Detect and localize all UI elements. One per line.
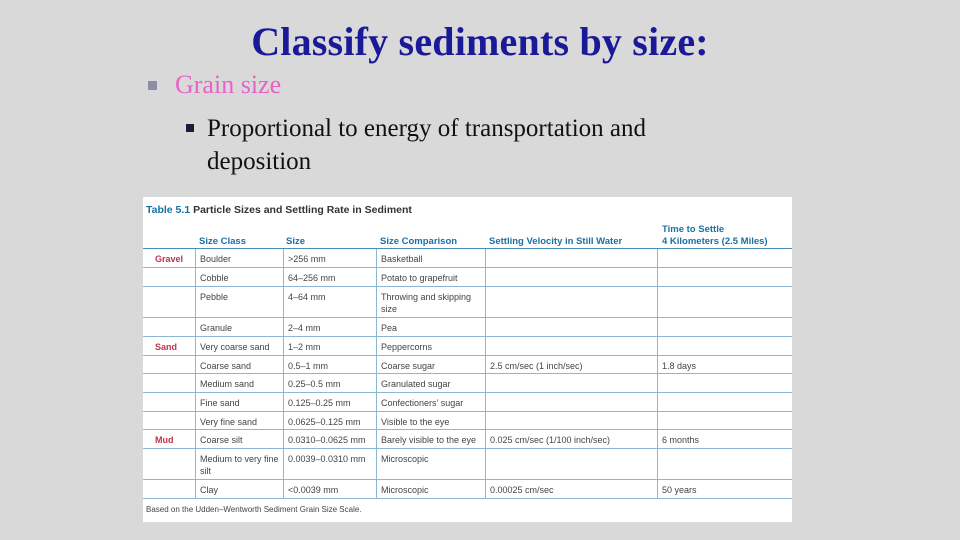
table-row: [143, 393, 792, 412]
header-size-class: Size Class: [199, 236, 246, 247]
cell-settling-velocity: 2.5 cm/sec (1 inch/sec): [485, 356, 657, 373]
header-size: Size: [286, 236, 306, 247]
cell-size-comparison: Coarse sugar: [376, 356, 485, 373]
table-title: [146, 204, 412, 216]
cell-group: [143, 393, 195, 411]
cell-group: [143, 480, 195, 498]
cell-time-to-settle: [657, 249, 792, 267]
cell-size-comparison: Peppercorns: [376, 337, 485, 355]
header-settling-velocity: Settling Velocity in Still Water: [489, 236, 623, 247]
table-footnote: Based on the Udden–Wentworth Sediment Grain Size Scale.: [146, 505, 362, 514]
cell-time-to-settle: [657, 374, 792, 392]
cell-size: >256 mm: [283, 249, 376, 267]
cell-size-comparison: Pea: [376, 318, 485, 336]
cell-size: 0.125–0.25 mm: [283, 393, 376, 411]
cell-size: 0.5–1 mm: [283, 356, 376, 373]
cell-time-to-settle: [657, 393, 792, 411]
cell-settling-velocity: [485, 412, 657, 429]
cell-settling-velocity: [485, 287, 657, 317]
table-row: [143, 374, 792, 393]
cell-size-class: Medium to very fine silt: [195, 449, 283, 479]
cell-time-to-settle: [657, 287, 792, 317]
cell-time-to-settle: [657, 318, 792, 336]
cell-size: 0.0625–0.125 mm: [283, 412, 376, 429]
cell-size-comparison: Throwing and skipping size: [376, 287, 485, 317]
table-number: Table 5.1: [146, 204, 191, 216]
sub-bullet-proportional-text: Proportional to energy of transportation and deposition: [207, 115, 647, 175]
header-time-line2: 4 Kilometers (2.5 Miles): [662, 236, 768, 247]
cell-size-class: Coarse sand: [195, 356, 283, 373]
cell-size-class: Fine sand: [195, 393, 283, 411]
cell-size: <0.0039 mm: [283, 480, 376, 498]
cell-settling-velocity: [485, 393, 657, 411]
table-row: [143, 449, 792, 480]
cell-group: [143, 287, 195, 317]
table-row: [143, 318, 792, 337]
cell-time-to-settle: [657, 449, 792, 479]
table-title-text: Particle Sizes and Settling Rate in Sediment: [193, 204, 412, 216]
cell-size: 1–2 mm: [283, 337, 376, 355]
cell-size: 0.0310–0.0625 mm: [283, 430, 376, 448]
cell-size-class: Coarse silt: [195, 430, 283, 448]
cell-settling-velocity: [485, 249, 657, 267]
cell-group: [143, 268, 195, 286]
cell-size: 2–4 mm: [283, 318, 376, 336]
cell-group: [143, 318, 195, 336]
cell-size: 0.0039–0.0310 mm: [283, 449, 376, 479]
cell-size-class: Cobble: [195, 268, 283, 286]
cell-time-to-settle: 1.8 days: [657, 356, 792, 373]
cell-size-comparison: Basketball: [376, 249, 485, 267]
cell-group: Gravel: [155, 254, 184, 264]
cell-time-to-settle: 6 months: [657, 430, 792, 448]
cell-size-class: Boulder: [195, 249, 283, 267]
cell-group: [143, 374, 195, 392]
cell-time-to-settle: [657, 412, 792, 429]
cell-settling-velocity: 0.025 cm/sec (1/100 inch/sec): [485, 430, 657, 448]
cell-time-to-settle: [657, 268, 792, 286]
table-row: [143, 268, 792, 287]
cell-size-comparison: Microscopic: [376, 480, 485, 498]
cell-settling-velocity: [485, 318, 657, 336]
cell-settling-velocity: [485, 268, 657, 286]
cell-group: [143, 449, 195, 479]
cell-group: [143, 356, 195, 373]
cell-settling-velocity: [485, 374, 657, 392]
cell-group: [143, 412, 195, 429]
cell-size-class: Granule: [195, 318, 283, 336]
cell-size-comparison: Visible to the eye: [376, 412, 485, 429]
cell-size: 0.25–0.5 mm: [283, 374, 376, 392]
table-row: [143, 430, 792, 449]
cell-size-class: Clay: [195, 480, 283, 498]
cell-size-class: Medium sand: [195, 374, 283, 392]
cell-size-comparison: Granulated sugar: [376, 374, 485, 392]
cell-size-class: Very fine sand: [195, 412, 283, 429]
header-size-comparison: Size Comparison: [380, 236, 458, 247]
cell-size-comparison: Microscopic: [376, 449, 485, 479]
sediment-table: [143, 197, 792, 522]
header-time-line1: Time to Settle: [662, 224, 725, 235]
bullet-grain-size-text: Grain size: [175, 70, 282, 99]
sub-bullet-square-icon: [186, 124, 194, 132]
cell-time-to-settle: 50 years: [657, 480, 792, 498]
cell-settling-velocity: [485, 449, 657, 479]
cell-size-comparison: Confectioners’ sugar: [376, 393, 485, 411]
sub-bullet-proportional: [186, 112, 727, 178]
cell-size-class: Very coarse sand: [195, 337, 283, 355]
cell-size: 64–256 mm: [283, 268, 376, 286]
cell-group: Sand: [155, 342, 178, 352]
cell-settling-velocity: 0.00025 cm/sec: [485, 480, 657, 498]
table-row: [143, 356, 792, 374]
cell-time-to-settle: [657, 337, 792, 355]
cell-group: Mud: [155, 435, 174, 445]
cell-settling-velocity: [485, 337, 657, 355]
bullet-square-icon: [148, 81, 157, 90]
table-row: [143, 337, 792, 356]
slide-title: Classify sediments by size:: [251, 19, 709, 64]
table-row: [143, 249, 792, 268]
table-row: [143, 287, 792, 318]
table-row: [143, 480, 792, 499]
cell-size-comparison: Barely visible to the eye: [376, 430, 485, 448]
table-row: [143, 412, 792, 430]
cell-size-comparison: Potato to grapefruit: [376, 268, 485, 286]
bullet-grain-size: [148, 70, 281, 100]
cell-size: 4–64 mm: [283, 287, 376, 317]
cell-size-class: Pebble: [195, 287, 283, 317]
